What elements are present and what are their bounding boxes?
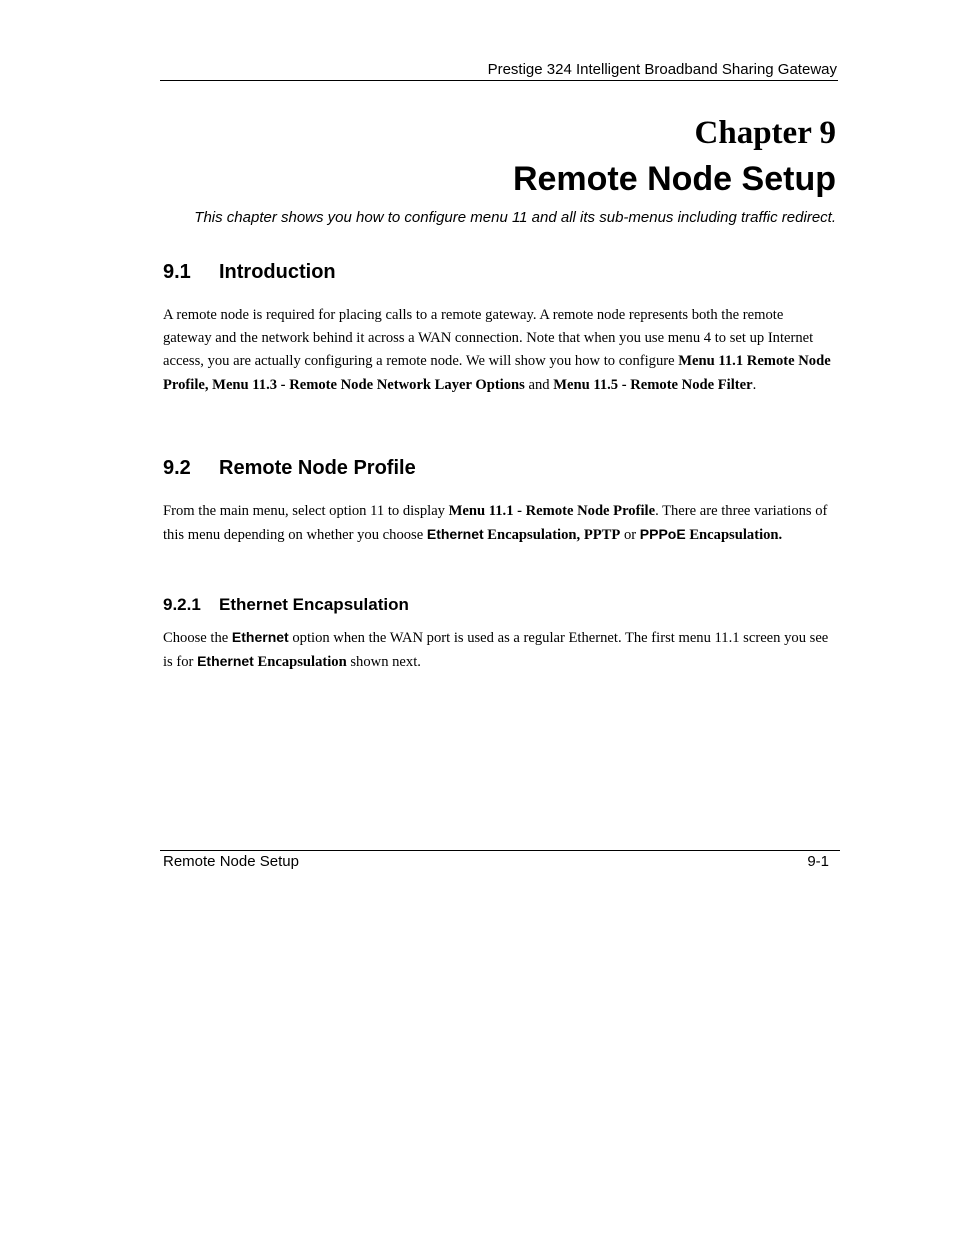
paragraph-ethernet-encapsulation xyxy=(163,626,835,674)
section-title: Introduction xyxy=(219,261,336,283)
menu-reference: Menu 11.1 Remote Node Profile, Menu 11.3 - Remote Node Network Layer Options xyxy=(163,353,831,393)
chapter-title: Remote Node Setup xyxy=(512,160,836,198)
paragraph-text: option when the WAN port is used as a regular Ethernet. The first menu 11.1 screen you see is for xyxy=(163,630,829,671)
chapter-number: Chapter 9 xyxy=(694,115,836,151)
paragraph-text: . There are three variations of this menu depending on whether you choose xyxy=(163,503,828,544)
paragraph-text: shown next. xyxy=(346,654,421,671)
paragraph-text: A remote node is required for placing calls to a remote gateway. A remote node represents both the remote gateway and the network behind it across a WAN connection. Note that when you use menu 4 to set up Internet access, you are actually configuring a remote node. We will show you how to configure xyxy=(163,307,814,370)
section-number: 9.2 xyxy=(163,457,191,479)
paragraph-text: . xyxy=(752,376,757,393)
subsection-title: Ethernet Encapsulation xyxy=(219,595,409,614)
footer-page-number: 9-1 xyxy=(807,853,829,870)
footer-rule xyxy=(160,850,840,851)
option-name: Ethernet xyxy=(426,526,484,543)
subsection-heading-ethernet-encapsulation xyxy=(163,594,409,616)
chapter-summary: This chapter shows you how to configure menu 11 and all its sub-menus including traffic redirect. xyxy=(194,209,836,226)
option-name: Encapsulation xyxy=(253,654,347,671)
section-number: 9.1 xyxy=(163,261,191,283)
menu-reference: Menu 11.1 - Remote Node Profile xyxy=(448,503,656,519)
option-name: Ethernet xyxy=(197,653,254,670)
section-heading-introduction xyxy=(163,259,336,285)
paragraph-text: From the main menu, select option 11 to display xyxy=(163,503,449,519)
paragraph-introduction xyxy=(163,304,835,397)
option-name: PPPoE xyxy=(639,526,686,543)
option-name: Ethernet xyxy=(231,629,289,645)
paragraph-text: Choose the xyxy=(163,630,232,646)
header-rule xyxy=(160,80,838,81)
footer-section-name: Remote Node Setup xyxy=(163,853,299,870)
option-name: Encapsulation, PPTP xyxy=(483,527,621,544)
menu-reference: Menu 11.5 - Remote Node Filter xyxy=(553,376,753,393)
running-header: Prestige 324 Intelligent Broadband Sharing Gateway xyxy=(487,61,837,78)
paragraph-text: or xyxy=(620,527,640,544)
option-name: Encapsulation. xyxy=(685,527,783,544)
paragraph-text: and xyxy=(524,376,554,393)
subsection-number: 9.2.1 xyxy=(163,595,201,614)
paragraph-remote-node-profile xyxy=(163,500,835,547)
section-heading-remote-node-profile xyxy=(163,455,416,481)
section-title: Remote Node Profile xyxy=(219,457,416,479)
